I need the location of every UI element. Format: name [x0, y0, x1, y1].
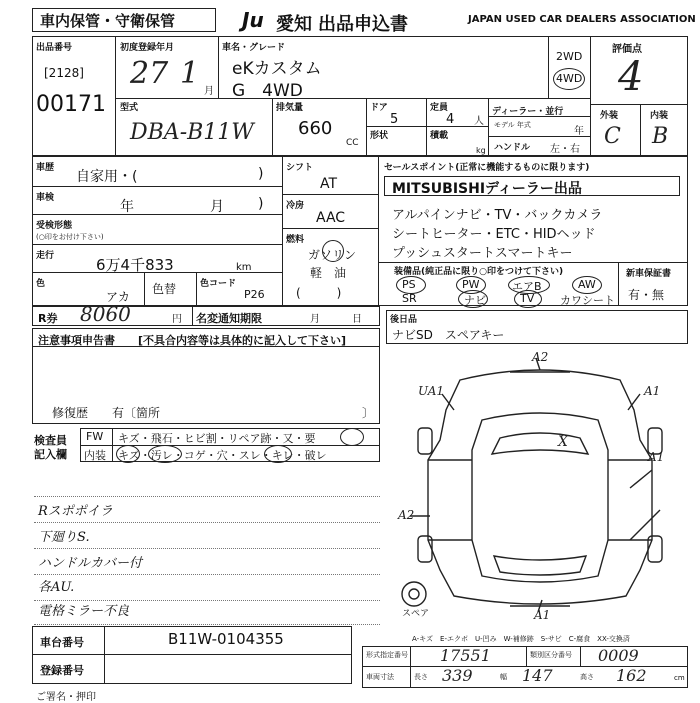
registration-month: 1 — [180, 56, 200, 91]
warranty-value: 有・無 — [628, 288, 665, 302]
fuel-diesel: 軽 油 — [310, 266, 347, 280]
shift-value: AT — [320, 176, 338, 192]
model-year-unit: 年 — [574, 126, 584, 137]
score-label: 評価点 — [612, 44, 642, 55]
inspector-label: 検査員 — [34, 434, 67, 447]
selling-point-1: MITSUBISHIディーラー出品 — [392, 181, 582, 197]
recycle-unit: 円 — [172, 314, 182, 325]
damage-legend: A-キズ E-エクボ U-凹み W-補修跡 S-サビ C-腐食 XX-交換済 — [412, 635, 630, 643]
tax-day: 日 — [352, 314, 362, 325]
reg-number-label: 登録番号 — [40, 664, 84, 677]
tax-label: 名変通知期限 — [196, 312, 262, 325]
chassis-label: 車台番号 — [40, 636, 84, 649]
load-label: 積載 — [430, 131, 449, 141]
handle-label: ハンドル — [494, 143, 531, 153]
equip-navi: ナビ — [464, 294, 486, 307]
inspector-fw-items: キズ・飛石・ヒビ割・リペア跡・又・要 — [118, 432, 316, 445]
inspector-fw: FW — [86, 430, 104, 443]
mark-a1-right: A1 — [644, 384, 661, 398]
selling-point-4: プッシュスタートスマートキー — [392, 246, 573, 261]
equip-tv-circle — [514, 290, 542, 308]
fuel-label: 燃料 — [286, 235, 305, 245]
equip-airbag: エアB — [512, 280, 542, 293]
inspection-year: 年 — [120, 199, 134, 215]
received-sub: (○印をお付け下さい) — [36, 233, 104, 241]
repair-close: 〕 — [362, 406, 375, 420]
fw-circle — [340, 428, 364, 446]
color-code-label: 色コード — [200, 279, 237, 289]
repair-history: 修復歴 有〔箇所 — [52, 406, 161, 420]
mileage-unit: km — [236, 262, 252, 273]
model-label: 型式 — [120, 103, 139, 113]
equip-sr: SR — [402, 292, 417, 305]
equip-ps-circle — [396, 276, 426, 294]
equip-tv: TV — [520, 292, 535, 305]
attached-value: ナビSD スペアキー — [392, 328, 505, 342]
inspector-interior: 内装 — [84, 449, 106, 462]
mark-a1-right2: A1 — [648, 450, 665, 464]
color-change: 色替 — [152, 282, 177, 296]
selling-point-2: アルパインナビ・TV・バックカメラ — [392, 208, 603, 223]
shape-label: 形状 — [370, 131, 389, 141]
displacement-label: 排気量 — [276, 103, 304, 113]
equipment-label: 装備品(純正品に限り○印をつけて下さい) — [394, 267, 564, 277]
inspection-month: 月 — [210, 199, 224, 215]
handle-options: 左・右 — [550, 144, 580, 155]
mark-x: X — [558, 434, 568, 450]
recycle-label: R券 — [38, 312, 58, 325]
score-int: B — [652, 124, 669, 149]
car-grade: G 4WD — [232, 81, 303, 101]
height-label: 高さ — [580, 673, 594, 681]
ju-logo: Ju — [242, 8, 264, 32]
mileage-value: 6万4千833 — [96, 256, 174, 274]
history-close: ) — [258, 166, 264, 182]
history-value: 自家用・( — [76, 169, 138, 185]
width-label: 幅 — [500, 673, 507, 681]
displacement-unit: CC — [346, 138, 359, 148]
mark-a2-left: A2 — [398, 508, 415, 522]
note-4: 各AU. — [38, 580, 75, 595]
color-code: P26 — [244, 288, 265, 301]
width-value: 147 — [522, 666, 553, 685]
mark-a1-bottom: A1 — [534, 608, 551, 622]
doors-label: ドア — [370, 103, 388, 113]
selling-point-3: シートヒーター・ETC・HIDヘッド — [392, 227, 596, 242]
equip-ps: PS — [402, 278, 416, 291]
mark-ua1: UA1 — [418, 384, 445, 398]
color-value: アカ — [106, 290, 130, 304]
type-number-value: 17551 — [440, 646, 491, 665]
car-label: 車名・グレード — [222, 43, 286, 53]
inspector-label2: 記入欄 — [34, 448, 67, 461]
org-english: JAPAN USED CAR DEALERS ASSOCIATION — [468, 14, 696, 25]
capacity-unit: 人 — [474, 116, 484, 127]
received-label: 受検形態 — [36, 221, 73, 231]
doors-value: 5 — [390, 112, 399, 127]
warranty-label: 新車保証書 — [626, 269, 672, 279]
equip-seat: カワシート — [560, 294, 615, 307]
fuel-gas-circle — [322, 240, 344, 262]
lot-number: 00171 — [36, 92, 106, 117]
shift-label: シフト — [286, 163, 314, 173]
drive-2wd: 2WD — [556, 50, 583, 63]
notes-label: 注意事項申告書 — [38, 334, 115, 347]
score-value: 4 — [618, 54, 644, 100]
dimensions-unit: cm — [674, 674, 685, 682]
drive-4wd: 4WD — [556, 72, 583, 85]
note-5: 電格ミラー不良 — [38, 604, 130, 619]
model-value: DBA-B11W — [130, 120, 254, 145]
equip-navi-circle — [458, 290, 488, 308]
model-year-label: モデル 年式 — [494, 121, 531, 129]
note-3: ハンドルカバー付 — [38, 556, 143, 571]
mileage-label: 走行 — [36, 251, 55, 261]
registration-label: 初度登録年月 — [120, 43, 175, 53]
registration-unit: 月 — [204, 86, 214, 97]
inspector-interior-items: キズ・汚レ・コゲ・穴・スレ・キレ・破レ — [118, 449, 327, 462]
note-1: Rスポポイラ — [38, 504, 113, 519]
class-number-value: 0009 — [598, 646, 639, 665]
notes-sub: [不具合内容等は具体的に記入して下さい] — [138, 334, 347, 347]
registration-year: 27 — [130, 56, 169, 91]
recycle-value: 8060 — [80, 302, 131, 326]
tax-month: 月 — [310, 314, 320, 325]
aircon-value: AAC — [316, 210, 346, 226]
dealer-label: ディーラー・並行 — [492, 107, 564, 117]
color-label: 色 — [36, 279, 46, 289]
int-circle-1 — [116, 445, 140, 463]
mark-a2-top: A2 — [532, 350, 549, 364]
score-ext: C — [604, 124, 621, 149]
equip-aw-circle — [572, 276, 602, 294]
selling-points-label: セールスポイント(正常に機能するものに限ります) — [384, 163, 590, 173]
aircon-label: 冷房 — [286, 201, 305, 211]
capacity-value: 4 — [446, 112, 455, 127]
class-number-label: 類別区分番号 — [530, 651, 572, 659]
type-number-label: 形式指定番号 — [366, 651, 408, 659]
org-name: 愛知 — [276, 14, 312, 35]
fuel-gas: ガソリン — [308, 248, 357, 262]
inspection-label: 車検 — [36, 193, 55, 203]
length-label: 長さ — [414, 673, 428, 681]
score-int-label: 内装 — [650, 111, 669, 121]
displacement-value: 660 — [298, 118, 333, 139]
spare-label: スペア — [402, 609, 430, 619]
score-ext-label: 外装 — [600, 111, 619, 121]
dimensions-label: 車両寸法 — [366, 673, 394, 681]
lot-label: 出品番号 — [36, 43, 73, 53]
note-2: 下廻りS. — [38, 530, 90, 545]
form-title: 出品申込書 — [318, 14, 408, 35]
inspection-close: ) — [258, 196, 264, 212]
drive-4wd-circle — [553, 68, 585, 90]
capacity-label: 定員 — [430, 103, 449, 113]
fuel-other: ( ) — [296, 286, 342, 300]
footer-text: ご署名・押印 — [36, 692, 96, 703]
chassis-value: B11W-0104355 — [168, 630, 284, 648]
car-name: eKカスタム — [232, 59, 322, 79]
storage-label: 車内保管・守衛保管 — [40, 12, 176, 30]
length-value: 339 — [442, 666, 473, 685]
history-label: 車歴 — [36, 163, 55, 173]
attached-label: 後日品 — [390, 315, 418, 325]
equip-pw: PW — [462, 278, 480, 291]
int-circle-3 — [264, 445, 292, 463]
int-circle-2 — [148, 445, 182, 463]
load-unit: kg — [476, 146, 486, 155]
lot-sub: [2128] — [44, 66, 84, 80]
equip-aw: AW — [578, 278, 596, 291]
height-value: 162 — [616, 666, 647, 685]
